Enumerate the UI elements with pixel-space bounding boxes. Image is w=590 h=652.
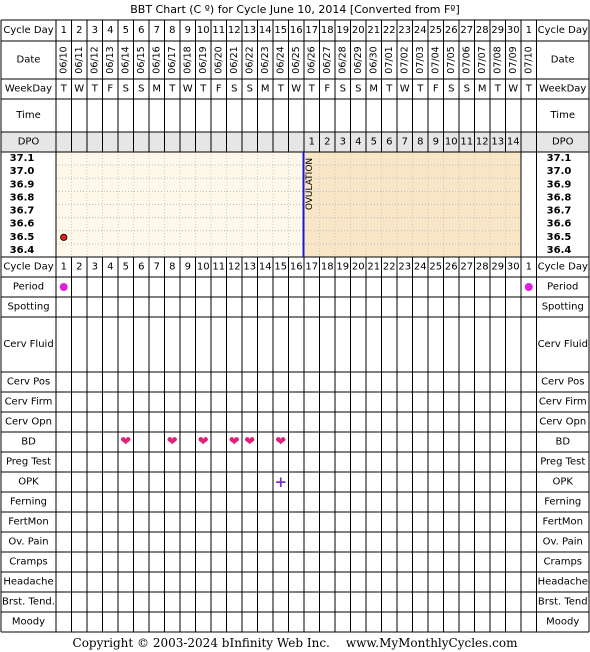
cycle-day-label: 8 [169,261,176,273]
row-label-left: Cerv Firm [4,396,53,408]
cycle-day-label: 7 [153,261,160,273]
cycle-day-label: 19 [336,25,350,36]
date-label: 06/15 [135,46,147,74]
weekday-label: S [231,83,238,95]
cycle-day-label: 18 [320,25,334,36]
date-label: 07/03 [414,46,426,74]
row-label-left: Cerv Fluid [3,339,54,350]
weekday-label: W [291,83,302,95]
cycle-day-label: 17 [305,25,319,36]
temp-axis-label-right: 36.8 [546,192,572,204]
cycle-day-label: 13 [243,261,257,273]
temp-axis-label-right: 36.7 [546,205,572,217]
cycle-day-label: 29 [491,261,505,273]
row-label-right: Cerv Pos [541,376,585,388]
row-label-right: Time [550,110,575,121]
temp-axis-label-right: 36.9 [546,179,572,191]
weekday-label: T [525,83,532,95]
row-label-right: Brst. Tend [537,596,588,608]
row-label-right: Cerv Opn [539,416,587,428]
weekday-label: M [477,83,487,95]
row-label-left: Cycle Day [3,25,54,36]
cycle-day-label: 5 [122,25,129,36]
row-label-right: Cramps [543,556,583,568]
cycle-day-label: 4 [107,25,114,36]
cycle-day-label: 20 [351,25,365,36]
weekday-label: S [463,83,470,95]
weekday-label: F [432,83,439,95]
cycle-day-label: 1 [60,25,67,36]
temp-axis-label-left: 36.4 [9,244,35,256]
period-dot [525,283,533,291]
cycle-day-label: 24 [413,25,427,36]
opk-mark: + [274,473,288,491]
cycle-day-label: 3 [91,261,98,273]
dpo-label: 5 [370,136,377,148]
bd-heart: ❤ [120,434,132,450]
dpo-label: 10 [444,136,458,148]
weekday-label: T [277,83,284,95]
cycle-day-label: 27 [460,25,474,36]
weekday-label: T [386,83,393,95]
date-label: 06/30 [368,46,380,74]
row-label-left: Cerv Opn [5,416,52,428]
weekday-label: W [182,83,193,95]
date-label: 06/26 [306,46,318,74]
temp-axis-label-right: 37.0 [546,166,572,178]
weekday-label: T [308,83,315,95]
cycle-day-label: 1 [60,261,67,273]
date-label: 06/27 [321,46,333,74]
copyright-text: Copyright © 2003-2024 bInfinity Web Inc. [72,636,330,650]
cycle-day-label: 9 [184,25,191,36]
weekday-label: S [138,83,145,95]
date-label: 06/28 [337,46,349,74]
cycle-day-label: 7 [153,25,160,36]
cycle-day-label: 30 [506,261,520,273]
cycle-day-label: 15 [274,25,288,36]
date-label: 06/10 [58,46,70,74]
date-label: 06/29 [352,46,364,74]
row-label-right: BD [555,436,571,448]
cycle-day-label: 12 [227,25,241,36]
row-label-left: Preg Test [5,456,52,468]
date-label: 06/20 [213,46,225,74]
temp-axis-label-left: 36.7 [9,205,35,217]
cycle-day-label: 2 [76,25,83,36]
ovulation-label: OVULATION [305,157,315,211]
row-label-right: Period [547,281,579,293]
weekday-label: S [339,83,346,95]
cycle-day-label: 24 [413,261,427,273]
cycle-day-label: 23 [398,25,412,36]
row-label-right: Date [550,54,575,66]
cycle-day-label: 6 [138,25,145,36]
row-label-left: Spotting [7,301,50,313]
date-label: 07/01 [383,46,395,74]
row-label-right: DPO [551,136,574,148]
weekday-label: S [448,83,455,95]
temp-axis-label-right: 36.6 [546,218,572,230]
cycle-day-label: 15 [274,261,288,273]
weekday-label: F [215,83,222,95]
dpo-label: 3 [339,136,346,148]
cycle-day-label: 16 [289,261,303,273]
cycle-day-label: 1 [525,261,532,273]
temp-axis-label-left: 36.9 [9,179,35,191]
row-label-left: Cerv Pos [6,376,51,388]
weekday-label: W [74,83,85,95]
date-label: 06/19 [197,46,209,74]
row-label-left: WeekDay [4,83,53,95]
bd-heart: ❤ [275,434,287,450]
cycle-day-label: 10 [196,25,210,36]
chart-title: BBT Chart (C º) for Cycle June 10, 2014 [Converted from Fº] [130,3,460,16]
cycle-day-label: 30 [506,25,520,36]
weekday-label: F [107,83,114,95]
row-label-left: BD [21,436,36,448]
temp-axis-label-left: 36.5 [9,231,35,243]
dpo-label: 14 [506,136,520,148]
temp-point [61,234,67,240]
row-label-right: Ferning [544,496,582,508]
date-label: 06/18 [182,46,194,74]
row-label-left: Date [16,54,41,66]
dpo-label: 7 [401,136,408,148]
weekday-label: S [355,83,362,95]
date-label: 06/25 [290,46,302,74]
cycle-day-label: 11 [212,261,226,273]
cycle-day-label: 5 [122,261,129,273]
bd-heart: ❤ [228,434,240,450]
row-label-right: Cerv Fluid [537,339,588,350]
date-label: 06/12 [89,46,101,74]
weekday-label: T [91,83,98,95]
cycle-day-label: 26 [444,261,458,273]
bd-heart: ❤ [166,434,178,450]
row-label-left: Cramps [9,556,48,568]
weekday-label: M [152,83,162,95]
date-label: 06/17 [166,46,178,74]
cycle-day-label: 3 [91,25,98,36]
temp-axis-label-right: 37.1 [546,153,572,165]
weekday-label: S [246,83,253,95]
date-label: 06/11 [73,46,85,74]
cycle-day-label: 14 [258,261,272,273]
weekday-label: T [200,83,207,95]
cycle-day-label: 25 [429,261,443,273]
cycle-day-label: 22 [382,25,396,36]
cycle-day-label: 28 [475,261,489,273]
cycle-day-label: 17 [305,261,319,273]
dpo-label: 2 [324,136,331,148]
date-label: 07/06 [461,46,473,74]
dpo-label: 11 [460,136,474,148]
weekday-label: S [122,83,129,95]
dpo-label: 6 [386,136,393,148]
site-link[interactable]: www.MyMonthlyCycles.com [345,636,518,650]
row-label-right: WeekDay [539,83,587,95]
cycle-day-label: 1 [525,25,532,36]
cycle-day-label: 26 [444,25,458,36]
date-label: 07/09 [507,46,519,74]
date-label: 06/22 [244,46,256,74]
date-label: 07/08 [492,46,504,74]
row-label-left: DPO [17,136,40,148]
weekday-label: W [508,83,519,95]
temp-axis-label-left: 36.8 [9,192,35,204]
copyright [0,634,590,652]
cycle-day-label: 21 [367,261,381,273]
cycle-day-label: 18 [320,261,334,273]
weekday-label: M [369,83,379,95]
row-label-right: Spotting [541,301,584,313]
row-label-left: Cycle Day [3,261,54,273]
cycle-day-label: 27 [460,261,474,273]
date-label: 07/04 [430,46,442,74]
date-label: 06/24 [275,46,287,74]
row-label-left: FertMon [8,516,49,528]
cycle-day-label: 6 [138,261,145,273]
row-label-right: Headache [537,576,588,588]
bd-heart: ❤ [197,434,209,450]
row-label-left: Time [16,110,41,121]
cycle-day-label: 14 [258,25,272,36]
dpo-label: 4 [355,136,362,148]
row-label-left: Brst. Tend. [2,596,55,608]
temp-axis-label-left: 37.1 [9,153,35,165]
cycle-day-label: 4 [107,261,114,273]
row-label-right: Moody [546,616,580,628]
date-label: 07/05 [445,46,457,74]
row-label-right: OPK [552,476,573,488]
weekday-label: F [324,83,331,95]
date-label: 07/02 [399,46,411,74]
cycle-day-label: 16 [289,25,303,36]
cycle-day-label: 21 [367,25,381,36]
date-label: 06/14 [120,46,132,74]
row-label-right: FertMon [542,516,583,528]
row-label-right: Cerv Firm [538,396,587,408]
date-label: 06/16 [151,46,163,74]
cycle-day-label: 23 [398,261,412,273]
dpo-label: 9 [432,136,439,148]
temp-axis-label-right: 36.4 [546,244,572,256]
cycle-day-label: 20 [351,261,365,273]
weekday-label: T [169,83,176,95]
date-label: 06/21 [228,46,240,74]
date-label: 07/07 [476,46,488,74]
dpo-label: 13 [491,136,505,148]
cycle-day-label: 9 [184,261,191,273]
cycle-day-label: 13 [243,25,257,36]
dpo-label: 8 [417,136,424,148]
cycle-day-label: 19 [336,261,350,273]
bd-heart: ❤ [244,434,256,450]
date-label: 07/10 [523,46,535,74]
row-label-left: Ov. Pain [8,536,49,548]
weekday-label: T [60,83,67,95]
weekday-label: T [494,83,501,95]
row-label-left: Ferning [9,496,48,508]
row-label-left: OPK [18,476,39,488]
cycle-day-label: 11 [212,25,226,36]
row-label-left: Period [12,281,45,293]
cycle-day-label: 2 [76,261,83,273]
cycle-day-label: 8 [169,25,176,36]
period-dot [60,283,68,291]
date-label: 06/13 [104,46,116,74]
cycle-day-label: 29 [491,25,505,36]
row-label-right: Ov. Pain [542,536,583,548]
temp-axis-label-right: 36.5 [546,231,572,243]
weekday-label: W [399,83,410,95]
cycle-day-label: 25 [429,25,443,36]
date-label: 06/23 [259,46,271,74]
temp-axis-label-left: 37.0 [9,166,35,178]
cycle-day-label: 22 [382,261,396,273]
row-label-right: Cycle Day [537,25,588,36]
row-label-right: Preg Test [540,456,586,468]
dpo-label: 12 [475,136,489,148]
row-label-left: Moody [11,616,46,628]
weekday-label: M [260,83,270,95]
weekday-label: T [417,83,424,95]
temp-axis-label-left: 36.6 [9,218,35,230]
cycle-day-label: 10 [196,261,210,273]
row-label-right: Cycle Day [537,261,588,273]
row-label-left: Headache [3,576,54,588]
cycle-day-label: 12 [227,261,241,273]
dpo-label: 1 [308,136,315,148]
cycle-day-label: 28 [475,25,489,36]
